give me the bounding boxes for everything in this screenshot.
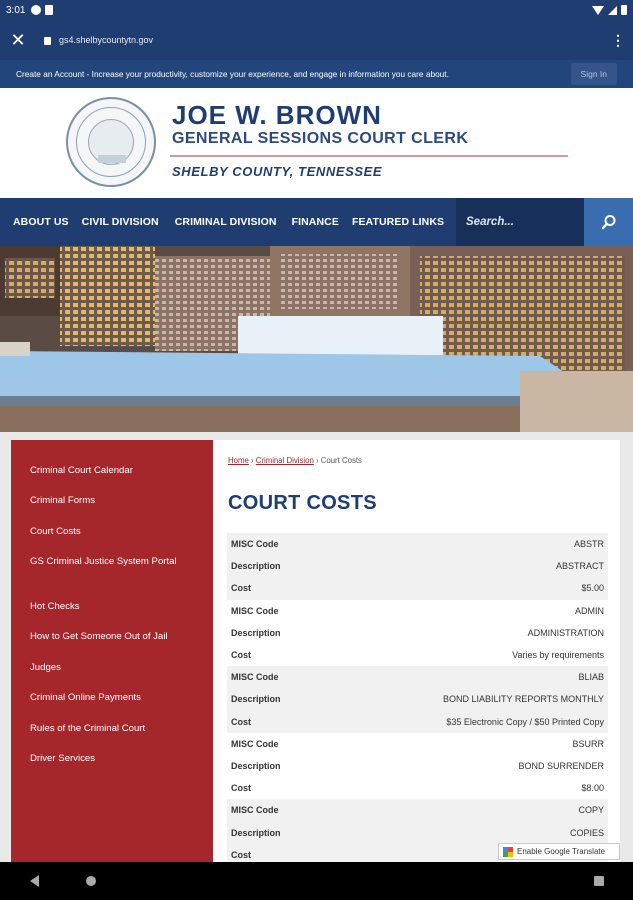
row-value: ABSTR [573,539,604,550]
header-divider [170,155,568,157]
table-row [227,577,608,599]
row-label: Cost [231,783,251,794]
table-row [227,711,608,733]
sidebar-menu [11,440,213,862]
row-value: BSURR [572,738,604,749]
row-value: COPY [578,805,604,816]
lock-icon [44,37,51,45]
table-row [227,600,608,622]
nav-criminal-division[interactable]: CRIMINAL DIVISION [174,216,277,228]
sidebar-item-rules[interactable]: Rules of the Criminal Court [30,723,146,734]
sidebar-item-hot-checks[interactable]: Hot Checks [30,601,80,612]
notification-icon [45,5,53,15]
breadcrumb-criminal-division[interactable]: Criminal Division [255,456,314,465]
table-row [227,622,608,644]
row-value: ABSTRACT [555,561,604,572]
table-row [227,755,608,777]
sidebar-item-criminal-court-calendar[interactable]: Criminal Court Calendar [30,465,133,476]
row-label: Description [231,561,281,572]
sidebar-item-court-costs[interactable]: Court Costs [30,526,81,537]
search-input[interactable]: Search... [456,198,584,246]
home-icon[interactable] [86,876,96,886]
row-value: BOND SURRENDER [518,760,604,771]
main-content [213,440,620,862]
breadcrumb-separator: › [248,456,256,465]
android-nav-bar [0,862,633,900]
google-icon [503,847,513,857]
row-label: MISC Code [231,605,279,616]
nav-civil-division[interactable]: CIVIL DIVISION [81,216,159,228]
breadcrumb-current: Court Costs [320,456,362,465]
account-message[interactable]: Create an Account - Increase your productivity, customize your experience, and engage in information you care about. [16,69,449,79]
sign-in-button[interactable]: Sign In [571,63,617,85]
table-row [227,733,608,755]
table-row [227,799,608,821]
row-value: BOND LIABILITY REPORTS MONTHLY [442,694,604,705]
row-label: Cost [231,716,251,727]
row-value: ADMINISTRATION [527,627,604,638]
wifi-icon [592,6,604,15]
search-button[interactable] [584,198,633,246]
county-name: SHELBY COUNTY, TENNESSEE [172,164,383,179]
search-icon [601,214,617,230]
row-label: MISC Code [231,738,279,749]
sidebar-item-driver-services[interactable]: Driver Services [30,753,96,764]
row-label: Description [231,760,281,771]
back-icon[interactable] [30,875,39,887]
notification-icon [31,5,41,15]
row-value: $35 Electronic Copy / $50 Printed Copy [446,716,604,727]
row-label: Cost [231,583,251,594]
hero-banner-image [0,246,633,432]
row-label: MISC Code [231,805,279,816]
row-label: Description [231,627,281,638]
nav-finance[interactable]: FINANCE [291,216,339,228]
sidebar-item-justice-system-portal[interactable]: GS Criminal Justice System Portal [30,556,177,567]
table-row [227,555,608,577]
table-row [227,666,608,688]
row-value: ADMIN [575,605,604,616]
nav-about-us[interactable]: ABOUT US [13,216,69,228]
row-value: $5.00 [581,583,604,594]
row-value: $8.00 [581,783,604,794]
county-seal-logo[interactable] [66,97,156,187]
row-label: Cost [231,849,251,860]
table-row [227,821,608,843]
nav-featured-links[interactable]: FEATURED LINKS [351,216,445,228]
table-row [227,777,608,799]
sidebar-item-judges[interactable]: Judges [30,662,61,673]
recent-apps-icon[interactable] [594,876,604,886]
breadcrumb-home[interactable]: Home [228,456,249,465]
row-label: Description [231,827,281,838]
clerk-title[interactable]: GENERAL SESSIONS COURT CLERK [172,130,469,147]
table-row [227,644,608,666]
more-vert-icon[interactable]: ⋮ [611,31,625,48]
page-title: COURT COSTS [228,492,377,514]
table-row [227,533,608,555]
skyline-image [0,246,633,432]
table-row [227,688,608,710]
status-time: 3:01 [6,4,26,16]
row-value: COPIES [569,827,604,838]
browser-toolbar [0,20,633,60]
row-label: Cost [231,650,251,661]
google-translate-button[interactable] [498,843,620,860]
translate-label: Enable Google Translate [517,847,606,856]
court-costs-table [227,533,608,866]
status-bar [0,0,633,20]
row-label: Description [231,694,281,705]
breadcrumb-separator: › [313,456,321,465]
row-label: MISC Code [231,539,279,550]
sidebar-item-criminal-forms[interactable]: Criminal Forms [30,495,96,506]
battery-icon [621,5,627,15]
account-bar [0,60,633,88]
site-header [0,88,633,198]
main-nav [0,198,633,246]
signal-icon [608,6,617,15]
close-icon[interactable]: ✕ [10,29,26,50]
url-text[interactable]: gs4.shelbycountytn.gov [59,35,154,45]
breadcrumb [228,456,362,465]
sidebar-item-online-payments[interactable]: Criminal Online Payments [30,692,141,703]
row-label: MISC Code [231,672,279,683]
row-value: BLIAB [578,672,604,683]
sidebar-item-out-of-jail[interactable]: How to Get Someone Out of Jail [30,631,168,642]
row-value: Varies by requirements [512,650,604,661]
clerk-name[interactable]: JOE W. BROWN [172,100,382,130]
